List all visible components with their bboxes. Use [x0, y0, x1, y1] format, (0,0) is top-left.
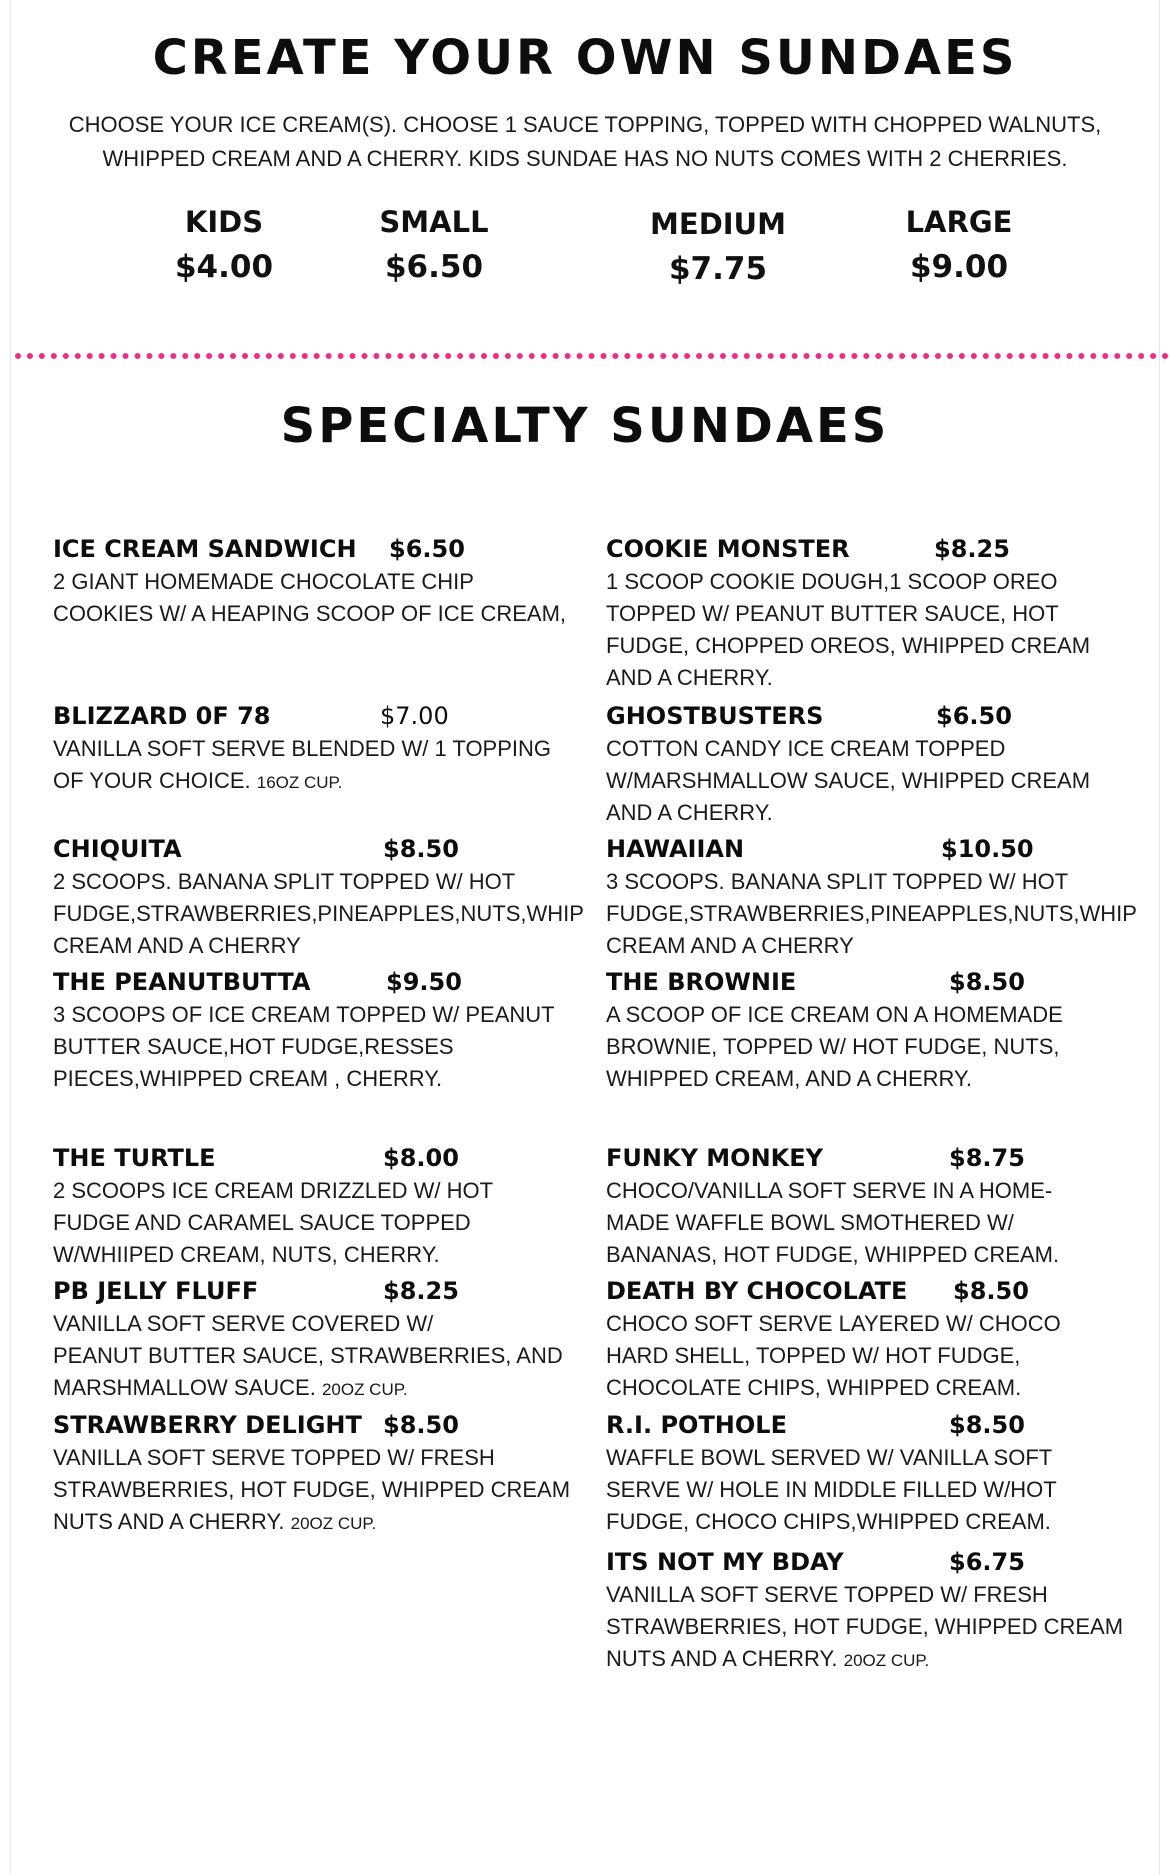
item-name: ITS NOT MY BDAY: [606, 1548, 844, 1576]
menu-item-the-turtle: [53, 1142, 583, 1271]
menu-item-ghostbusters: [606, 700, 1136, 829]
item-price: $8.50: [953, 1277, 1029, 1305]
item-cup-size: 16OZ CUP.: [256, 773, 343, 792]
size-name: KIDS: [184, 205, 264, 239]
item-cup-size: 20OZ CUP.: [843, 1651, 930, 1670]
item-name: GHOSTBUSTERS: [606, 702, 824, 730]
menu-item-strawberry-delight: [53, 1409, 583, 1540]
menu-item-pb-jelly-fluff: [53, 1275, 583, 1406]
item-description: 1 SCOOP COOKIE DOUGH,1 SCOOP OREO TOPPED W/ PEANUT BUTTER SAUCE, HOT FUDGE, CHOPPED OREOS, WHIPPED CREAM AND A CHERRY.: [606, 569, 1091, 690]
item-name: HAWAIIAN: [606, 835, 745, 863]
item-name: FUNKY MONKEY: [606, 1144, 824, 1172]
item-description: VANILLA SOFT SERVE COVERED W/ PEANUT BUTTER SAUCE, STRAWBERRIES, AND MARSHMALLOW SAUCE.: [53, 1311, 563, 1400]
size-name: MEDIUM: [650, 207, 786, 241]
item-price: $7.00: [380, 702, 449, 730]
item-price: $6.50: [389, 535, 465, 563]
size-price: $4.00: [174, 249, 274, 285]
menu-item-its-not-my-bday: [606, 1546, 1136, 1677]
item-name: THE TURTLE: [53, 1144, 216, 1172]
item-price: $8.50: [383, 1411, 459, 1439]
intro-line-1: CHOOSE YOUR ICE CREAM(S). CHOOSE 1 SAUCE TOPPING, TOPPED WITH CHOPPED WALNUTS,: [68, 112, 1102, 137]
item-price: $8.50: [949, 968, 1025, 996]
item-cup-size: 20OZ CUP.: [290, 1514, 377, 1533]
menu-item-ice-cream-sandwich: [53, 533, 583, 630]
menu-item-cookie-monster: [606, 533, 1136, 694]
item-description: 2 GIANT HOMEMADE CHOCOLATE CHIP COOKIES W/ A HEAPING SCOOP OF ICE CREAM,: [53, 569, 567, 626]
item-description: A SCOOP OF ICE CREAM ON A HOMEMADE BROWNIE, TOPPED W/ HOT FUDGE, NUTS, WHIPPED CREAM, AND A CHERRY.: [606, 1002, 1063, 1091]
item-description: COTTON CANDY ICE CREAM TOPPED W/MARSHMALLOW SAUCE, WHIPPED CREAM AND A CHERRY.: [606, 736, 1091, 825]
item-name: ICE CREAM SANDWICH: [53, 535, 357, 563]
item-name: PB JELLY FLUFF: [53, 1277, 259, 1305]
size-price: $7.75: [668, 251, 768, 287]
item-price: $8.75: [949, 1144, 1025, 1172]
item-name: DEATH BY CHOCOLATE: [606, 1277, 908, 1305]
item-description: 3 SCOOPS OF ICE CREAM TOPPED W/ PEANUT BUTTER SAUCE,HOT FUDGE,RESSES PIECES,WHIPPED CREAM , CHERRY.: [53, 1002, 555, 1091]
item-description: VANILLA SOFT SERVE TOPPED W/ FRESH STRAWBERRIES, HOT FUDGE, WHIPPED CREAM NUTS AND A CHERRY.: [53, 1445, 571, 1534]
item-price: $8.00: [383, 1144, 459, 1172]
size-kids: [134, 205, 314, 285]
item-name: THE PEANUTBUTTA: [53, 968, 311, 996]
item-price: $8.25: [383, 1277, 459, 1305]
item-name: CHIQUITA: [53, 835, 182, 863]
size-name: LARGE: [905, 205, 1013, 239]
item-description: VANILLA SOFT SERVE BLENDED W/ 1 TOPPING OF YOUR CHOICE.: [53, 736, 552, 793]
create-your-own-intro: [51, 108, 1119, 176]
item-price: $6.75: [949, 1548, 1025, 1576]
item-price: $10.50: [941, 835, 1034, 863]
item-cup-size: 20OZ CUP.: [321, 1380, 408, 1399]
item-description: 2 SCOOPS ICE CREAM DRIZZLED W/ HOT FUDGE AND CARAMEL SAUCE TOPPED W/WHIIPED CREAM, NUTS, CHERRY.: [53, 1178, 494, 1267]
create-your-own-title: CREATE YOUR OWN SUNDAES: [152, 30, 1018, 86]
item-description: WAFFLE BOWL SERVED W/ VANILLA SOFT SERVE W/ HOLE IN MIDDLE FILLED W/HOT FUDGE, CHOCO CHIPS,WHIPPED CREAM.: [606, 1445, 1057, 1534]
menu-item-the-brownie: [606, 966, 1136, 1095]
size-medium: [628, 207, 808, 287]
item-name: COOKIE MONSTER: [606, 535, 850, 563]
menu-item-the-peanutbutta: [53, 966, 583, 1095]
item-name: BLIZZARD 0F 78: [53, 702, 271, 730]
item-description: 3 SCOOPS. BANANA SPLIT TOPPED W/ HOT FUDGE,STRAWBERRIES,PINEAPPLES,NUTS,WHIP CREAM AND A CHERRY: [606, 869, 1137, 958]
size-price: $6.50: [384, 249, 484, 285]
item-description: CHOCO SOFT SERVE LAYERED W/ CHOCO HARD SHELL, TOPPED W/ HOT FUDGE, CHOCOLATE CHIPS, WHIPPED CREAM.: [606, 1311, 1061, 1400]
specialty-sundaes-title: SPECIALTY SUNDAES: [280, 398, 890, 454]
size-small: [344, 205, 524, 285]
item-price: $8.50: [383, 835, 459, 863]
item-price: $6.50: [936, 702, 1012, 730]
menu-item-blizzard-of-78: [53, 700, 583, 799]
item-name: THE BROWNIE: [606, 968, 797, 996]
item-price: $9.50: [386, 968, 462, 996]
menu-item-hawaiian: [606, 833, 1136, 962]
menu-page: [10, 0, 1160, 1874]
menu-item-chiquita: [53, 833, 583, 962]
item-name: STRAWBERRY DELIGHT: [53, 1411, 362, 1439]
intro-line-2: WHIPPED CREAM AND A CHERRY. KIDS SUNDAE HAS NO NUTS COMES WITH 2 CHERRIES.: [102, 146, 1068, 171]
size-large: [869, 205, 1049, 285]
pink-dotted-divider: [15, 353, 1169, 359]
size-name: SMALL: [379, 205, 489, 239]
menu-item-death-by-chocolate: [606, 1275, 1136, 1404]
size-price: $9.00: [909, 249, 1009, 285]
item-description: VANILLA SOFT SERVE TOPPED W/ FRESH STRAWBERRIES, HOT FUDGE, WHIPPED CREAM NUTS AND A CHERRY.: [606, 1582, 1124, 1671]
item-description: CHOCO/VANILLA SOFT SERVE IN A HOME- MADE WAFFLE BOWL SMOTHERED W/ BANANAS, HOT FUDGE, WHIPPED CREAM.: [606, 1178, 1060, 1267]
item-name: R.I. POTHOLE: [606, 1411, 787, 1439]
item-price: $8.25: [934, 535, 1010, 563]
item-description: 2 SCOOPS. BANANA SPLIT TOPPED W/ HOT FUDGE,STRAWBERRIES,PINEAPPLES,NUTS,WHIP CREAM AND A CHERRY: [53, 869, 584, 958]
menu-item-funky-monkey: [606, 1142, 1136, 1271]
menu-item-ri-pothole: [606, 1409, 1136, 1538]
item-price: $8.50: [949, 1411, 1025, 1439]
